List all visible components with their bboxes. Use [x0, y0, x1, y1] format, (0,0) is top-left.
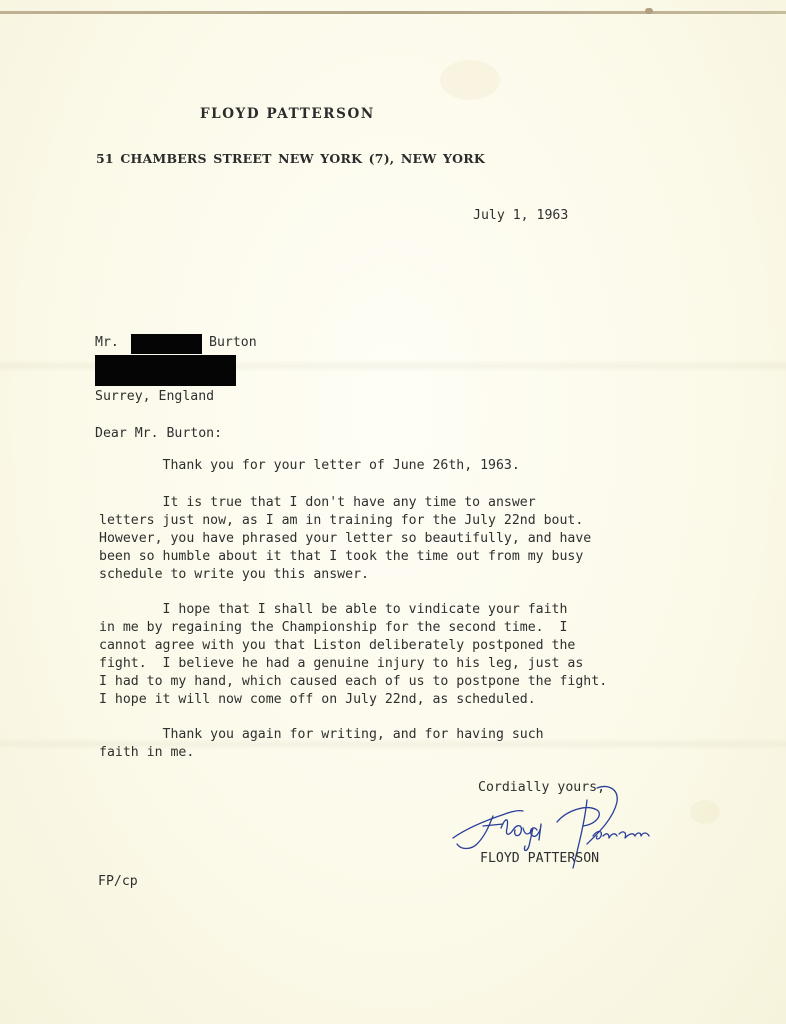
recipient-surname: Burton	[209, 335, 257, 350]
body-paragraph-3: I hope that I shall be able to vindicate your faith in me by regaining the Championship for the second time. I cannot agree with you that Liston deliberately postponed the fight. I believe he had a genuine injury to his leg, just as I had to my hand, which caused each of us to postpone the fight. I hope it will now come off on July 22nd, as scheduled.	[99, 602, 608, 707]
redacted-street-address	[95, 355, 236, 386]
redacted-first-name	[131, 334, 202, 354]
body-paragraph-4: Thank you again for writing, and for having such faith in me.	[99, 727, 544, 760]
paper-stain	[440, 60, 500, 100]
letter-date: July 1, 1963	[473, 208, 569, 223]
letterhead-name: FLOYD PATTERSON	[200, 106, 375, 122]
closing: Cordially yours,	[478, 780, 606, 795]
typed-signature-name: FLOYD PATTERSON	[480, 851, 600, 866]
salutation: Dear Mr. Burton:	[95, 426, 223, 441]
letterhead-address: 51 CHAMBERS STREET NEW YORK (7), NEW YORK	[96, 151, 485, 166]
body-paragraph-2: It is true that I don't have any time to answer letters just now, as I am in training for the July 22nd bout. However, you have phrased your letter so beautifully, and have been so humble about it that I took the time out from my busy schedule to write you this answer.	[99, 495, 592, 582]
reference-initials: FP/cp	[98, 874, 138, 889]
body-paragraph-1: Thank you for your letter of June 26th, 1963.	[99, 458, 520, 473]
recipient-location: Surrey, England	[95, 389, 215, 404]
recipient-prefix: Mr.	[95, 335, 119, 350]
paper-notch	[645, 8, 653, 14]
paper-stain	[690, 800, 720, 824]
paper-top-edge	[0, 11, 786, 14]
